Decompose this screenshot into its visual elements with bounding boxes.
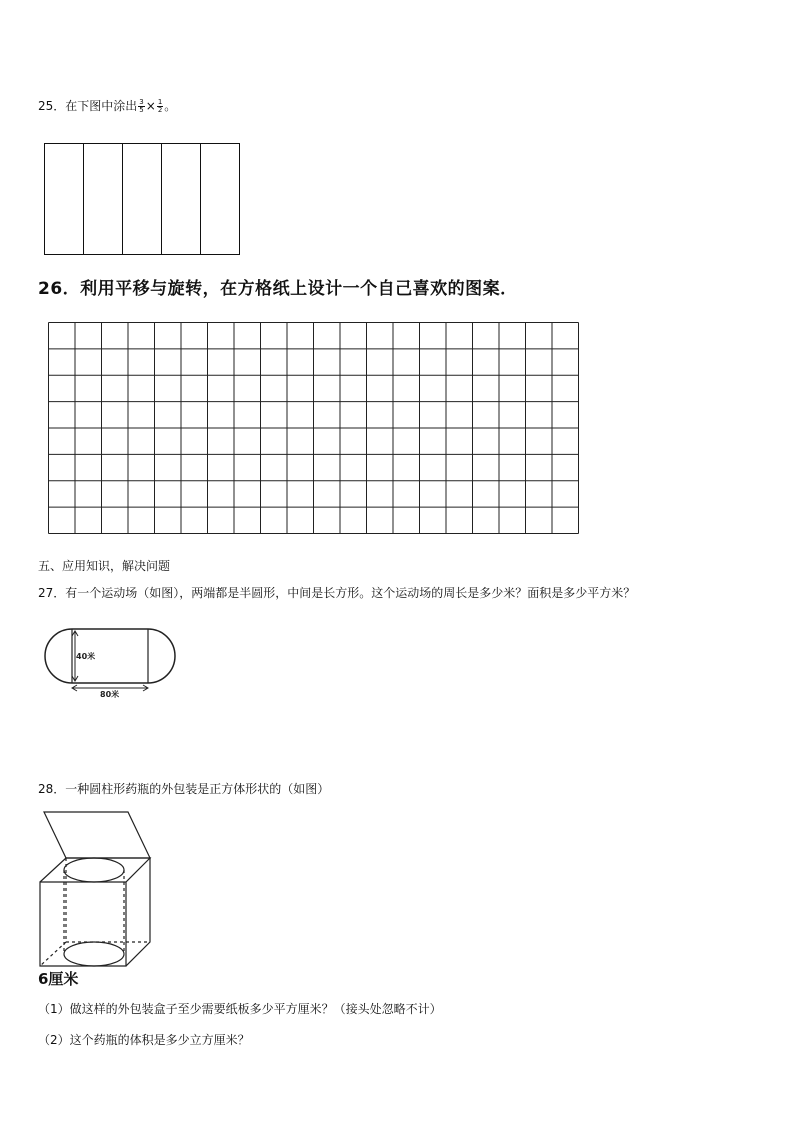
times-sign: × <box>145 99 156 113</box>
cube-cylinder-diagram <box>30 808 160 990</box>
fraction-rectangle[interactable] <box>44 143 240 255</box>
height-label: 40米 <box>76 652 96 661</box>
q28-sub-question-1: （1）做这样的外包装盒子至少需要纸板多少平方厘米？（接头处忽略不计） <box>38 1002 442 1016</box>
q25-prefix: 25．在下图中涂出 <box>38 99 138 113</box>
question-25 <box>38 97 176 114</box>
fraction-cell[interactable] <box>45 144 84 254</box>
fraction-one-half: $\frac{1}{2}$ <box>157 98 163 114</box>
fraction-cell[interactable] <box>162 144 201 254</box>
question-27: 27．有一个运动场（如图），两端都是半圆形，中间是长方形。这个运动场的周长是多少米？面积是多少平方米？ <box>38 586 636 600</box>
section-title: 五、应用知识，解决问题 <box>38 559 171 573</box>
cube-lid <box>44 812 150 858</box>
question-28: 28．一种圆柱形药瓶的外包装是正方体形状的（如图） <box>38 782 330 796</box>
cube-front-face <box>40 882 126 966</box>
fraction-cell[interactable] <box>84 144 123 254</box>
cylinder-top <box>64 858 124 882</box>
cube-right-face <box>126 858 150 966</box>
q28-sub-question-2: （2）这个药瓶的体积是多少立方厘米？ <box>38 1033 250 1047</box>
cylinder-bottom <box>64 942 124 966</box>
q25-suffix: 。 <box>164 99 177 113</box>
cube-top-edges <box>40 858 150 882</box>
fraction-three-fifths: $\frac{3}{5}$ <box>139 98 144 114</box>
width-label: 80米 <box>100 690 120 699</box>
grid-paper[interactable] <box>47 321 580 535</box>
question-26: 26．利用平移与旋转，在方格纸上设计一个自己喜欢的图案． <box>38 279 518 299</box>
track-diagram <box>44 620 178 700</box>
track-outline <box>45 629 175 683</box>
edge-label: 6厘米 <box>38 970 79 988</box>
fraction-cell[interactable] <box>201 144 239 254</box>
fraction-cell[interactable] <box>123 144 162 254</box>
